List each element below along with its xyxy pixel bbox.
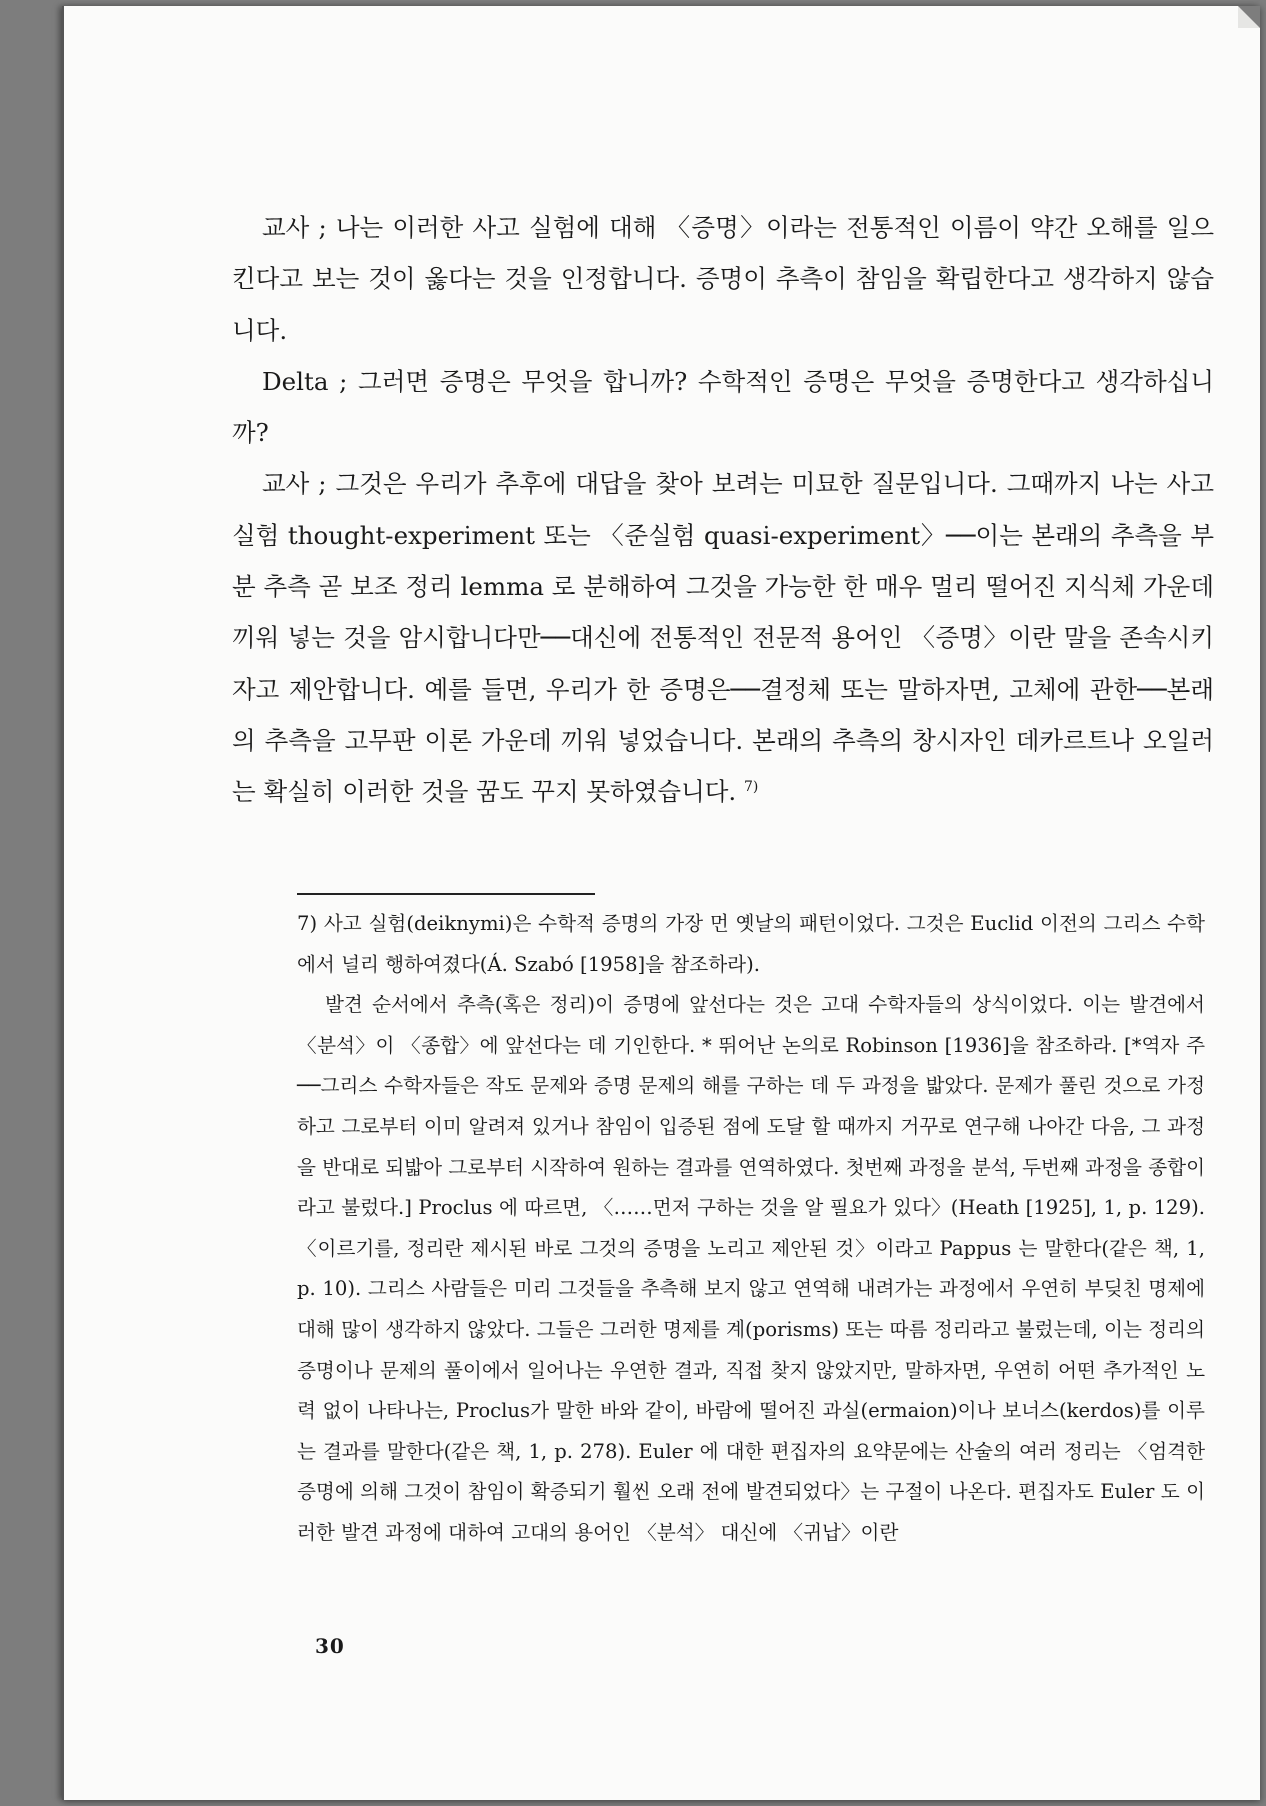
page-number: 30: [315, 1634, 345, 1658]
footnote-divider: [297, 893, 595, 895]
page-corner-curl: [1238, 6, 1260, 28]
footnote-7-para-2: 발견 순서에서 추측(혹은 정리)이 증명에 앞선다는 것은 고대 수학자들의 상식이었다. 이는 발견에서 〈분석〉이 〈종합〉에 앞선다는 데 기인한다. * 뛰어난 논의로 Robinson [1936]을 참조하라. [*역자 주──그리스 수학자들은 작도 문제와 증명 문제의 해를 구하는 데 두 과정을 밟았다. 문제가 풀린 것으로 가정하고 그로부터 이미 알려져 있거나 참임이 입증된 점에 도달 할 때까지 거꾸로 연구해 나아간 다음, 그 과정을 반대로 되밟아 그로부터 시작하여 원하는 결과를 연역하였다. 첫번째 과정을 분석, 두번째 과정을 종합이라고 불렀다.] Proclus 에 따르면, 〈……먼저 구하는 것을 알 필요가 있다〉(Heath [1925], 1, p. 129). 〈이르기를, 정리란 제시된 바로 그것의 증명을 노리고 제안된 것〉이라고 Pappus 는 말한다(같은 책, 1, p. 10). 그리스 사람들은 미리 그것들을 추측해 보지 않고 연역해 내려가는 과정에서 우연히 부딪친 명제에 대해 많이 생각하지 않았다. 그들은 그러한 명제를 계(porisms) 또는 따름 정리라고 불렀는데, 이는 정리의 증명이나 문제의 풀이에서 일어나는 우연한 결과, 직접 찾지 않았지만, 말하자면, 우연히 어떤 추가적인 노력 없이 나타나는, Proclus가 말한 바와 같이, 바람에 떨어진 과실(ermaion)이나 보너스(kerdos)를 이루는 결과를 말한다(같은 책, 1, p. 278). Euler 에 대한 편집자의 요약문에는 산술의 여러 정리는 〈엄격한 증명에 의해 그것이 참임이 확증되기 훨씬 오래 전에 발견되었다〉는 구절이 나온다. 편집자도 Euler 도 이러한 발견 과정에 대하여 고대의 용어인 〈분석〉 대신에 〈귀납〉이란: [297, 993, 1205, 1544]
paragraph-delta: Delta ; 그러면 증명은 무엇을 합니까? 수학적인 증명은 무엇을 증명한다고 생각하십니까?: [232, 366, 1214, 448]
paragraph-text: 교사 ; 그것은 우리가 추후에 대답을 찾아 보려는 미묘한 질문입니다. 그때까지 나는 사고 실험 thought-experiment 또는 〈준실험 quasi-experiment〉──이는 본래의 추측을 부분 추측 곧 보조 정리 lemma 로 분해하여 그것을 가능한 한 매우 멀리 떨어진 지식체 가운데 끼워 넣는 것을 암시합니다만──대신에 전통적인 전문적 용어인 〈증명〉이란 말을 존속시키자고 제안합니다. 예를 들면, 우리가 한 증명은──결정체 또는 말하자면, 고체에 관한──본래의 추측을 고무판 이론 가운데 끼워 넣었습니다. 본래의 추측의 창시자인 데카르트나 오일러는 확실히 이러한 것을 꿈도 꾸지 못하였습니다.: [232, 469, 1214, 807]
main-text: [232, 202, 1214, 818]
footnotes: [297, 904, 1205, 1554]
footnote-7-para-1: 7) 사고 실험(deiknymi)은 수학적 증명의 가장 먼 옛날의 패턴이었다. 그것은 Euclid 이전의 그리스 수학에서 널리 행하여졌다(Á. Szabó [1958]을 참조하라).: [297, 912, 1205, 976]
paragraph-teacher-1: [232, 202, 1214, 356]
footnote-reference: 7): [743, 779, 759, 796]
book-page: [62, 6, 1260, 1800]
paragraph-text: 교사 ; 나는 이러한 사고 실험에 대해 〈증명〉이라는 전통적인 이름이 약간 오해를 일으킨다고 보는 것이 옳다는 것을 인정합니다. 증명이 추측이 참임을 확립한다고 생각하지 않습니다.: [232, 213, 1214, 345]
paragraph-teacher-2: [232, 458, 1214, 817]
